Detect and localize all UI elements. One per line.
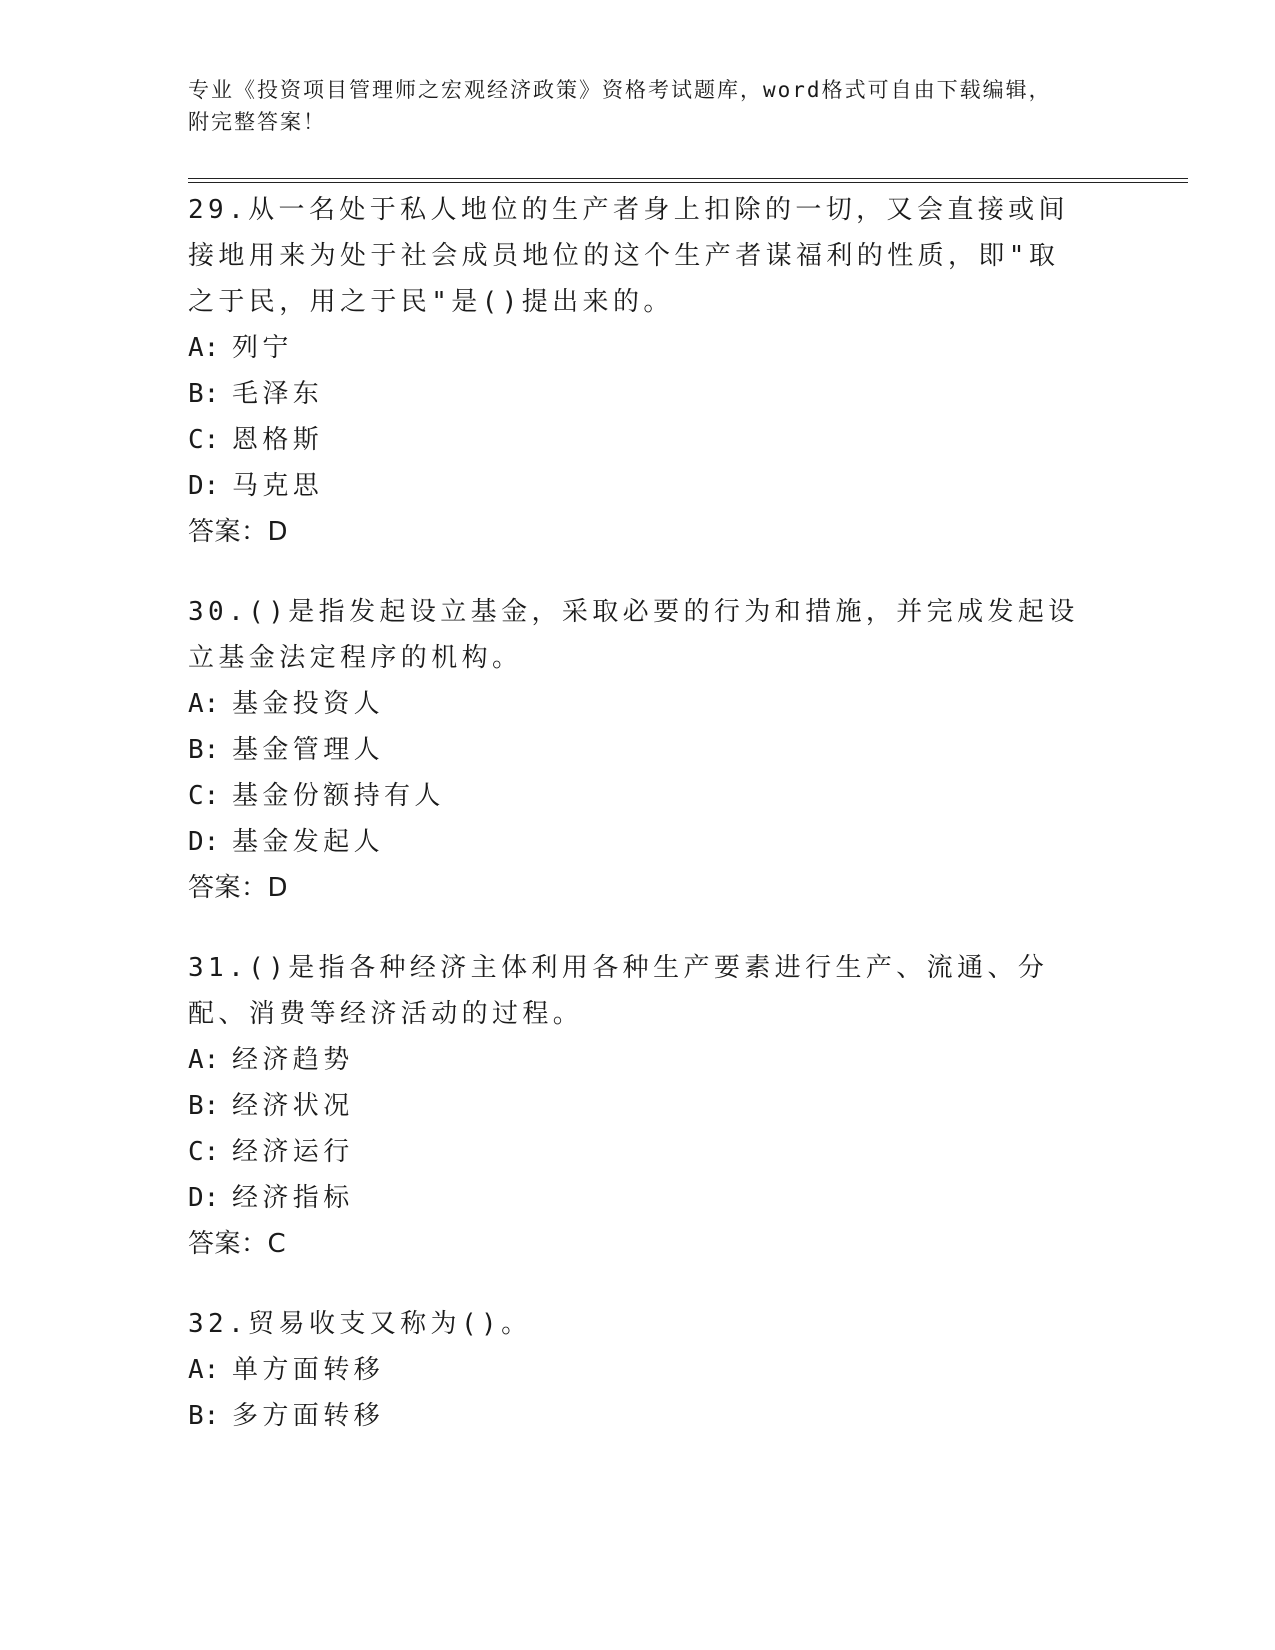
option-b [188, 727, 1088, 773]
option-text: 恩格斯 [232, 425, 324, 455]
option-letter: D: [188, 827, 220, 857]
answer-line: 答案：D [188, 873, 289, 903]
option-c [188, 417, 1088, 463]
question-29 [188, 187, 1088, 555]
option-letter: D: [188, 1183, 220, 1213]
option-letter: B: [188, 379, 220, 409]
option-b [188, 1083, 1088, 1129]
option-letter: D: [188, 471, 220, 501]
option-text: 毛泽东 [232, 379, 324, 409]
option-b [188, 1393, 1088, 1439]
option-letter: C: [188, 781, 220, 811]
option-c [188, 773, 1088, 819]
option-a [188, 1347, 1088, 1393]
option-a [188, 681, 1088, 727]
option-text: 经济状况 [232, 1091, 354, 1121]
option-letter: A: [188, 1355, 220, 1385]
option-d [188, 819, 1088, 865]
option-letter: B: [188, 735, 220, 765]
option-text: 经济趋势 [232, 1045, 354, 1075]
option-text: 马克思 [232, 471, 324, 501]
option-letter: B: [188, 1091, 220, 1121]
question-30 [188, 589, 1088, 911]
option-letter: C: [188, 1137, 220, 1167]
question-stem: 29.从一名处于私人地位的生产者身上扣除的一切，又会直接或间接地用来为处于社会成员地位的这个生产者谋福利的性质，即"取之于民，用之于民"是()提出来的。 [188, 195, 1069, 317]
option-b [188, 371, 1088, 417]
option-a [188, 1037, 1088, 1083]
answer-line: 答案：C [188, 1229, 287, 1259]
option-text: 列宁 [232, 333, 293, 363]
option-text: 经济运行 [232, 1137, 354, 1167]
question-stem: 31.()是指各种经济主体利用各种生产要素进行生产、流通、分配、消费等经济活动的过程。 [188, 953, 1049, 1029]
option-text: 单方面转移 [232, 1355, 385, 1385]
question-stem: 32.贸易收支又称为()。 [188, 1309, 532, 1339]
option-letter: B: [188, 1401, 220, 1431]
header-double-rule [188, 178, 1188, 183]
option-text: 基金管理人 [232, 735, 385, 765]
option-letter: A: [188, 689, 220, 719]
question-list [188, 187, 1088, 1473]
option-c [188, 1129, 1088, 1175]
question-stem: 30.()是指发起设立基金，采取必要的行为和措施，并完成发起设立基金法定程序的机构。 [188, 597, 1079, 673]
option-a [188, 325, 1088, 371]
question-32 [188, 1301, 1088, 1439]
document-header: 专业《投资项目管理师之宏观经济政策》资格考试题库，word格式可自由下载编辑，附完整答案！ [188, 78, 1052, 134]
option-text: 基金投资人 [232, 689, 385, 719]
option-d [188, 463, 1088, 509]
option-letter: C: [188, 425, 220, 455]
option-letter: A: [188, 333, 220, 363]
option-d [188, 1175, 1088, 1221]
answer-line: 答案：D [188, 517, 289, 547]
option-text: 基金份额持有人 [232, 781, 445, 811]
option-letter: A: [188, 1045, 220, 1075]
option-text: 基金发起人 [232, 827, 385, 857]
option-text: 经济指标 [232, 1183, 354, 1213]
option-text: 多方面转移 [232, 1401, 385, 1431]
question-31 [188, 945, 1088, 1267]
